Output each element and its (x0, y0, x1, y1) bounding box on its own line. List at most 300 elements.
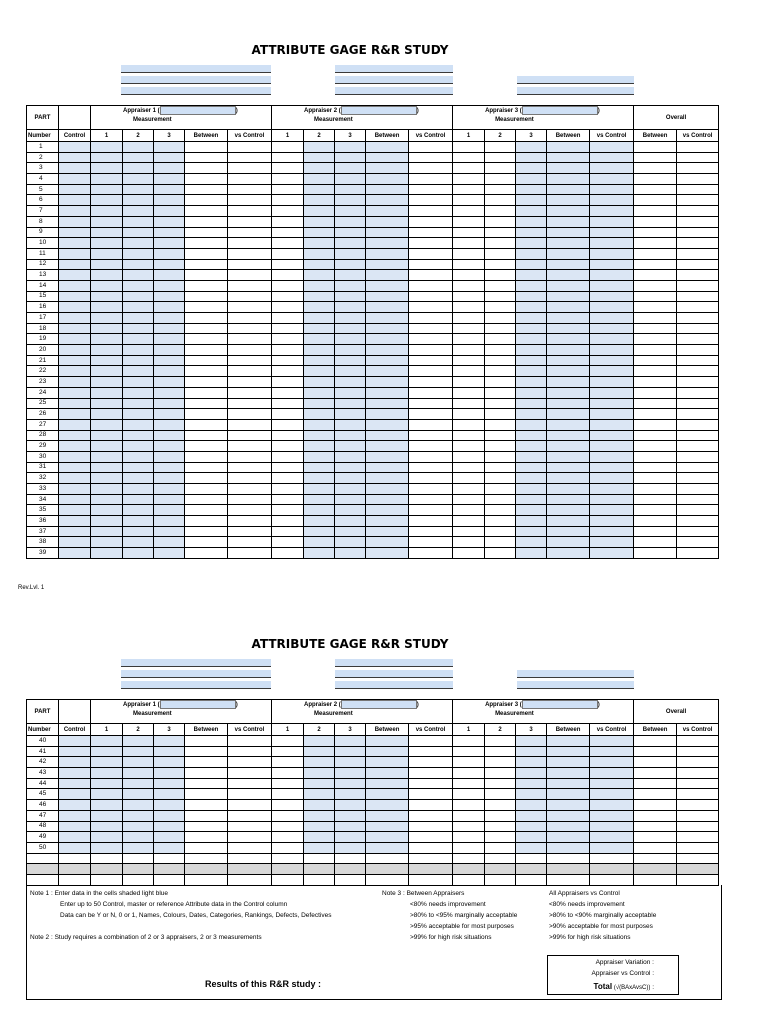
data-cell[interactable] (335, 842, 366, 853)
data-cell[interactable] (59, 387, 91, 398)
data-cell[interactable] (154, 238, 185, 249)
data-cell[interactable] (590, 195, 634, 206)
data-cell[interactable] (366, 832, 409, 843)
data-cell[interactable] (590, 516, 634, 527)
data-cell[interactable] (123, 216, 154, 227)
data-cell[interactable] (547, 526, 590, 537)
data-cell[interactable] (335, 821, 366, 832)
data-cell[interactable] (91, 810, 123, 821)
data-cell[interactable] (335, 451, 366, 462)
data-cell[interactable] (154, 409, 185, 420)
gauge-name-field[interactable] (335, 65, 453, 73)
data-cell[interactable] (154, 842, 185, 853)
data-cell[interactable] (59, 451, 91, 462)
data-cell[interactable] (154, 505, 185, 516)
data-cell[interactable] (590, 302, 634, 313)
data-cell[interactable] (366, 184, 409, 195)
data-cell[interactable] (516, 398, 547, 409)
data-cell[interactable] (123, 184, 154, 195)
data-cell[interactable] (154, 832, 185, 843)
data-cell[interactable] (304, 842, 335, 853)
data-cell[interactable] (590, 398, 634, 409)
data-cell[interactable] (154, 821, 185, 832)
data-cell[interactable] (335, 409, 366, 420)
data-cell[interactable] (304, 323, 335, 334)
data-cell[interactable] (59, 195, 91, 206)
prepared-by-field[interactable] (517, 681, 634, 689)
data-cell[interactable] (91, 789, 123, 800)
data-cell[interactable] (91, 248, 123, 259)
data-cell[interactable] (335, 757, 366, 768)
data-cell[interactable] (366, 430, 409, 441)
data-cell[interactable] (516, 505, 547, 516)
data-cell[interactable] (516, 736, 547, 747)
data-cell[interactable] (154, 778, 185, 789)
data-cell[interactable] (547, 184, 590, 195)
data-cell[interactable] (59, 302, 91, 313)
data-cell[interactable] (304, 248, 335, 259)
data-cell[interactable] (516, 484, 547, 495)
data-cell[interactable] (516, 387, 547, 398)
data-cell[interactable] (516, 494, 547, 505)
data-cell[interactable] (366, 387, 409, 398)
data-cell[interactable] (123, 462, 154, 473)
data-cell[interactable] (335, 800, 366, 811)
data-cell[interactable] (154, 291, 185, 302)
data-cell[interactable] (154, 494, 185, 505)
data-cell[interactable] (59, 821, 91, 832)
data-cell[interactable] (123, 280, 154, 291)
data-cell[interactable] (59, 736, 91, 747)
data-cell[interactable] (59, 216, 91, 227)
data-cell[interactable] (590, 832, 634, 843)
data-cell[interactable] (304, 174, 335, 185)
data-cell[interactable] (91, 174, 123, 185)
data-cell[interactable] (516, 280, 547, 291)
data-cell[interactable] (366, 152, 409, 163)
data-cell[interactable] (154, 216, 185, 227)
data-cell[interactable] (123, 142, 154, 153)
data-cell[interactable] (366, 768, 409, 779)
data-cell[interactable] (59, 430, 91, 441)
data-cell[interactable] (59, 345, 91, 356)
data-cell[interactable] (366, 174, 409, 185)
data-cell[interactable] (335, 291, 366, 302)
data-cell[interactable] (91, 832, 123, 843)
data-cell[interactable] (123, 227, 154, 238)
data-cell[interactable] (123, 516, 154, 527)
data-cell[interactable] (304, 832, 335, 843)
data-cell[interactable] (154, 537, 185, 548)
data-cell[interactable] (304, 789, 335, 800)
data-cell[interactable] (91, 227, 123, 238)
data-cell[interactable] (590, 441, 634, 452)
data-cell[interactable] (366, 163, 409, 174)
data-cell[interactable] (304, 821, 335, 832)
data-cell[interactable] (123, 302, 154, 313)
data-cell[interactable] (304, 757, 335, 768)
data-cell[interactable] (366, 206, 409, 217)
data-cell[interactable] (91, 302, 123, 313)
data-cell[interactable] (547, 238, 590, 249)
data-cell[interactable] (59, 334, 91, 345)
data-cell[interactable] (590, 484, 634, 495)
data-cell[interactable] (547, 366, 590, 377)
data-cell[interactable] (516, 821, 547, 832)
data-cell[interactable] (335, 238, 366, 249)
data-cell[interactable] (154, 768, 185, 779)
data-cell[interactable] (91, 345, 123, 356)
data-cell[interactable] (91, 505, 123, 516)
data-cell[interactable] (590, 810, 634, 821)
gauge-number-field[interactable] (335, 670, 453, 678)
data-cell[interactable] (590, 430, 634, 441)
data-cell[interactable] (590, 419, 634, 430)
data-cell[interactable] (590, 789, 634, 800)
data-cell[interactable] (59, 516, 91, 527)
data-cell[interactable] (335, 195, 366, 206)
data-cell[interactable] (547, 302, 590, 313)
data-cell[interactable] (590, 216, 634, 227)
data-cell[interactable] (516, 291, 547, 302)
data-cell[interactable] (304, 505, 335, 516)
data-cell[interactable] (335, 441, 366, 452)
data-cell[interactable] (59, 248, 91, 259)
data-cell[interactable] (590, 291, 634, 302)
data-cell[interactable] (516, 746, 547, 757)
data-cell[interactable] (59, 409, 91, 420)
data-cell[interactable] (304, 398, 335, 409)
data-cell[interactable] (91, 419, 123, 430)
data-cell[interactable] (335, 484, 366, 495)
data-cell[interactable] (154, 184, 185, 195)
data-cell[interactable] (59, 152, 91, 163)
data-cell[interactable] (91, 313, 123, 324)
data-cell[interactable] (91, 746, 123, 757)
data-cell[interactable] (335, 473, 366, 484)
data-cell[interactable] (91, 526, 123, 537)
data-cell[interactable] (547, 800, 590, 811)
data-cell[interactable] (516, 163, 547, 174)
data-cell[interactable] (154, 280, 185, 291)
data-cell[interactable] (516, 302, 547, 313)
data-cell[interactable] (91, 451, 123, 462)
data-cell[interactable] (123, 398, 154, 409)
data-cell[interactable] (91, 184, 123, 195)
data-cell[interactable] (304, 778, 335, 789)
data-cell[interactable] (335, 537, 366, 548)
data-cell[interactable] (366, 548, 409, 559)
data-cell[interactable] (366, 484, 409, 495)
data-cell[interactable] (304, 537, 335, 548)
data-cell[interactable] (516, 270, 547, 281)
data-cell[interactable] (335, 768, 366, 779)
data-cell[interactable] (335, 206, 366, 217)
data-cell[interactable] (366, 345, 409, 356)
data-cell[interactable] (123, 206, 154, 217)
data-cell[interactable] (123, 174, 154, 185)
data-cell[interactable] (304, 345, 335, 356)
data-cell[interactable] (123, 441, 154, 452)
data-cell[interactable] (154, 451, 185, 462)
data-cell[interactable] (547, 323, 590, 334)
data-cell[interactable] (154, 195, 185, 206)
data-cell[interactable] (91, 778, 123, 789)
data-cell[interactable] (366, 259, 409, 270)
data-cell[interactable] (123, 821, 154, 832)
data-cell[interactable] (154, 462, 185, 473)
data-cell[interactable] (335, 270, 366, 281)
data-cell[interactable] (123, 548, 154, 559)
data-cell[interactable] (91, 757, 123, 768)
data-cell[interactable] (590, 736, 634, 747)
data-cell[interactable] (590, 800, 634, 811)
data-cell[interactable] (304, 441, 335, 452)
data-cell[interactable] (366, 409, 409, 420)
data-cell[interactable] (547, 377, 590, 388)
data-cell[interactable] (59, 757, 91, 768)
data-cell[interactable] (154, 142, 185, 153)
data-cell[interactable] (123, 789, 154, 800)
data-cell[interactable] (590, 152, 634, 163)
data-cell[interactable] (59, 366, 91, 377)
data-cell[interactable] (123, 248, 154, 259)
data-cell[interactable] (123, 377, 154, 388)
data-cell[interactable] (547, 736, 590, 747)
data-cell[interactable] (590, 313, 634, 324)
data-cell[interactable] (304, 313, 335, 324)
data-cell[interactable] (590, 757, 634, 768)
data-cell[interactable] (59, 526, 91, 537)
data-cell[interactable] (335, 810, 366, 821)
data-cell[interactable] (91, 355, 123, 366)
data-cell[interactable] (91, 842, 123, 853)
data-cell[interactable] (590, 746, 634, 757)
data-cell[interactable] (59, 313, 91, 324)
data-cell[interactable] (547, 206, 590, 217)
data-cell[interactable] (366, 473, 409, 484)
data-cell[interactable] (59, 280, 91, 291)
data-cell[interactable] (123, 313, 154, 324)
data-cell[interactable] (59, 323, 91, 334)
data-cell[interactable] (91, 484, 123, 495)
data-cell[interactable] (91, 206, 123, 217)
data-cell[interactable] (335, 313, 366, 324)
data-cell[interactable] (516, 409, 547, 420)
data-cell[interactable] (59, 548, 91, 559)
data-cell[interactable] (366, 195, 409, 206)
data-cell[interactable] (154, 398, 185, 409)
data-cell[interactable] (516, 377, 547, 388)
data-cell[interactable] (123, 152, 154, 163)
data-cell[interactable] (590, 259, 634, 270)
data-cell[interactable] (335, 746, 366, 757)
data-cell[interactable] (547, 757, 590, 768)
data-cell[interactable] (366, 302, 409, 313)
data-cell[interactable] (91, 377, 123, 388)
data-cell[interactable] (590, 323, 634, 334)
data-cell[interactable] (366, 821, 409, 832)
data-cell[interactable] (366, 516, 409, 527)
data-cell[interactable] (123, 238, 154, 249)
data-cell[interactable] (91, 441, 123, 452)
data-cell[interactable] (590, 163, 634, 174)
data-cell[interactable] (154, 323, 185, 334)
data-cell[interactable] (366, 377, 409, 388)
appraiser-name-field[interactable] (522, 700, 598, 709)
data-cell[interactable] (304, 516, 335, 527)
data-cell[interactable] (91, 323, 123, 334)
data-cell[interactable] (366, 526, 409, 537)
data-cell[interactable] (547, 842, 590, 853)
data-cell[interactable] (304, 184, 335, 195)
data-cell[interactable] (547, 537, 590, 548)
data-cell[interactable] (154, 227, 185, 238)
data-cell[interactable] (335, 216, 366, 227)
data-cell[interactable] (123, 736, 154, 747)
data-cell[interactable] (547, 227, 590, 238)
data-cell[interactable] (91, 334, 123, 345)
data-cell[interactable] (366, 216, 409, 227)
data-cell[interactable] (335, 345, 366, 356)
data-cell[interactable] (154, 345, 185, 356)
data-cell[interactable] (516, 842, 547, 853)
data-cell[interactable] (59, 398, 91, 409)
data-cell[interactable] (547, 142, 590, 153)
data-cell[interactable] (335, 334, 366, 345)
data-cell[interactable] (304, 302, 335, 313)
data-cell[interactable] (91, 548, 123, 559)
data-cell[interactable] (154, 548, 185, 559)
data-cell[interactable] (154, 430, 185, 441)
data-cell[interactable] (335, 280, 366, 291)
data-cell[interactable] (123, 800, 154, 811)
data-cell[interactable] (335, 377, 366, 388)
data-cell[interactable] (335, 184, 366, 195)
data-cell[interactable] (516, 537, 547, 548)
data-cell[interactable] (366, 789, 409, 800)
data-cell[interactable] (547, 821, 590, 832)
data-cell[interactable] (91, 473, 123, 484)
data-cell[interactable] (590, 778, 634, 789)
data-cell[interactable] (154, 270, 185, 281)
data-cell[interactable] (59, 778, 91, 789)
data-cell[interactable] (335, 526, 366, 537)
data-cell[interactable] (91, 430, 123, 441)
data-cell[interactable] (154, 419, 185, 430)
data-cell[interactable] (154, 757, 185, 768)
data-cell[interactable] (547, 516, 590, 527)
data-cell[interactable] (516, 152, 547, 163)
data-cell[interactable] (516, 768, 547, 779)
data-cell[interactable] (304, 387, 335, 398)
data-cell[interactable] (154, 174, 185, 185)
data-cell[interactable] (590, 248, 634, 259)
data-cell[interactable] (59, 227, 91, 238)
data-cell[interactable] (304, 526, 335, 537)
data-cell[interactable] (366, 248, 409, 259)
gauge-type-field[interactable] (335, 681, 453, 689)
data-cell[interactable] (590, 142, 634, 153)
data-cell[interactable] (547, 259, 590, 270)
data-cell[interactable] (59, 259, 91, 270)
data-cell[interactable] (91, 216, 123, 227)
data-cell[interactable] (91, 142, 123, 153)
data-cell[interactable] (366, 494, 409, 505)
data-cell[interactable] (547, 778, 590, 789)
study-attribute-field[interactable] (121, 659, 271, 667)
data-cell[interactable] (366, 398, 409, 409)
data-cell[interactable] (154, 526, 185, 537)
data-cell[interactable] (304, 355, 335, 366)
data-cell[interactable] (547, 313, 590, 324)
data-cell[interactable] (59, 377, 91, 388)
gauge-number-field[interactable] (335, 76, 453, 84)
data-cell[interactable] (304, 163, 335, 174)
data-cell[interactable] (91, 516, 123, 527)
data-cell[interactable] (59, 494, 91, 505)
data-cell[interactable] (366, 227, 409, 238)
data-cell[interactable] (335, 323, 366, 334)
data-cell[interactable] (335, 398, 366, 409)
data-cell[interactable] (590, 842, 634, 853)
data-cell[interactable] (516, 451, 547, 462)
data-cell[interactable] (335, 152, 366, 163)
data-cell[interactable] (123, 473, 154, 484)
appraiser-name-field[interactable] (341, 106, 417, 115)
data-cell[interactable] (547, 810, 590, 821)
data-cell[interactable] (335, 248, 366, 259)
data-cell[interactable] (547, 248, 590, 259)
data-cell[interactable] (366, 746, 409, 757)
data-cell[interactable] (304, 768, 335, 779)
data-cell[interactable] (123, 810, 154, 821)
data-cell[interactable] (304, 736, 335, 747)
data-cell[interactable] (590, 537, 634, 548)
data-cell[interactable] (516, 516, 547, 527)
data-cell[interactable] (91, 270, 123, 281)
data-cell[interactable] (154, 746, 185, 757)
data-cell[interactable] (590, 526, 634, 537)
data-cell[interactable] (590, 377, 634, 388)
data-cell[interactable] (547, 419, 590, 430)
data-cell[interactable] (154, 473, 185, 484)
data-cell[interactable] (154, 387, 185, 398)
data-cell[interactable] (123, 768, 154, 779)
data-cell[interactable] (590, 494, 634, 505)
data-cell[interactable] (547, 195, 590, 206)
data-cell[interactable] (516, 227, 547, 238)
data-cell[interactable] (304, 142, 335, 153)
data-cell[interactable] (547, 163, 590, 174)
data-cell[interactable] (335, 462, 366, 473)
data-cell[interactable] (547, 441, 590, 452)
data-cell[interactable] (547, 473, 590, 484)
data-cell[interactable] (304, 409, 335, 420)
data-cell[interactable] (516, 174, 547, 185)
data-cell[interactable] (304, 227, 335, 238)
data-cell[interactable] (304, 216, 335, 227)
data-cell[interactable] (590, 505, 634, 516)
data-cell[interactable] (366, 366, 409, 377)
data-cell[interactable] (154, 789, 185, 800)
data-cell[interactable] (547, 484, 590, 495)
data-cell[interactable] (516, 473, 547, 484)
data-cell[interactable] (91, 152, 123, 163)
data-cell[interactable] (547, 768, 590, 779)
data-cell[interactable] (366, 505, 409, 516)
data-cell[interactable] (59, 473, 91, 484)
